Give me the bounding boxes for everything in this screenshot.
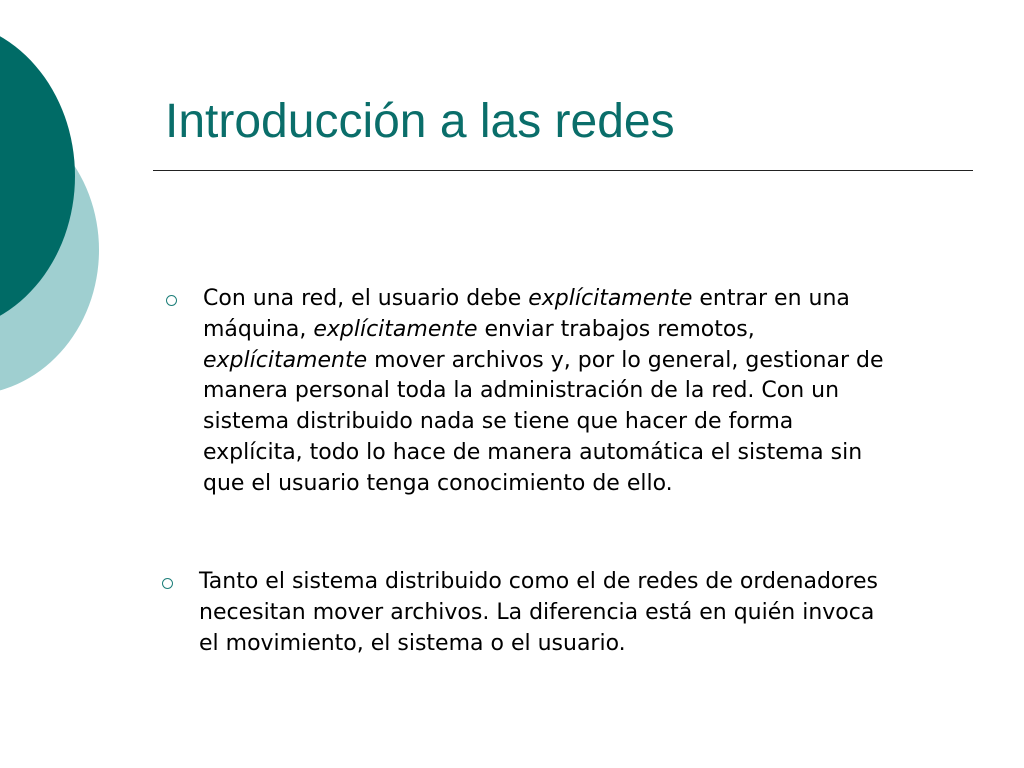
bullet-item-2 bbox=[199, 567, 899, 659]
bullet-1-text: entrar en una máquina, bbox=[203, 286, 850, 342]
bullet-item-1 bbox=[203, 284, 893, 500]
slide-title: Introducción a las redes bbox=[165, 95, 675, 148]
bullet-1-text: mover archivos y, por lo general, gestionar de manera personal toda la administración de la red. Con un sistema distribuido nada se tiene que hacer de forma explícita, todo lo hace de manera automática el sistema sin que el usuario tenga conocimiento de ello. bbox=[203, 347, 884, 496]
hollow-circle-bullet-icon bbox=[166, 295, 177, 306]
hollow-circle-bullet-icon bbox=[162, 578, 173, 589]
bullet-1-emphasis: explícitamente bbox=[203, 347, 368, 373]
title-divider bbox=[153, 170, 973, 171]
bullet-1-emphasis: explícitamente bbox=[313, 316, 478, 342]
bullet-1-text: enviar trabajos remotos, bbox=[477, 316, 755, 342]
bullet-1-text: Con una red, el usuario debe bbox=[203, 286, 529, 311]
bullet-2-text: Tanto el sistema distribuido como el de redes de ordenadores necesitan mover archivos. La diferencia está en quién invoca el movimiento, el sistema o el usuario. bbox=[199, 569, 878, 656]
bullet-1-emphasis: explícitamente bbox=[528, 286, 693, 311]
